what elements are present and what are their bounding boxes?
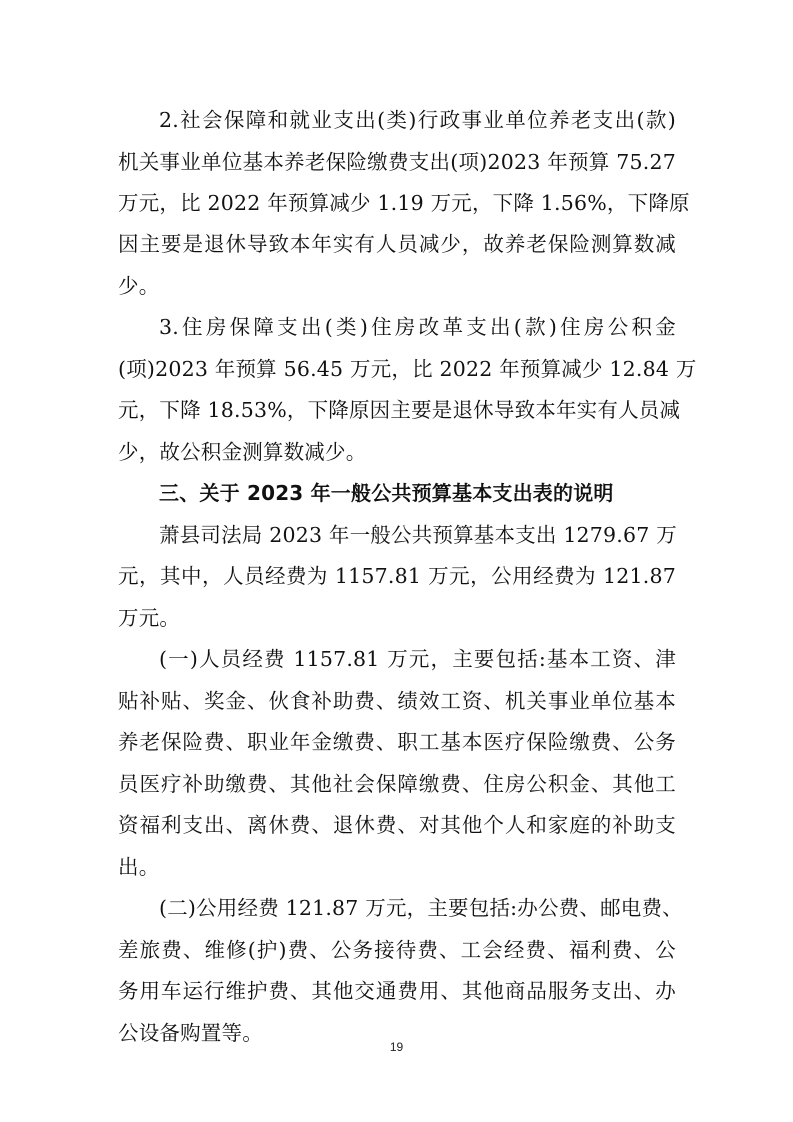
paragraph-line: 元，下降 18.53%，下降原因主要是退休导致本年实有人员减 xyxy=(118,398,681,422)
paragraph-line: 万元，比 2022 年预算减少 1.19 万元，下降 1.56%，下降原 xyxy=(118,191,690,215)
paragraph-line: 机关事业单位基本养老保险缴费支出(项)2023 年预算 75.27 xyxy=(118,150,676,174)
paragraph-line: (一)人员经费 1157.81 万元，主要包括:基本工资、津 xyxy=(159,647,676,671)
section-heading: 三、关于 2023 年一般公共预算基本支出表的说明 xyxy=(159,481,614,505)
paragraph-line: 少，故公积金测算数减少。 xyxy=(118,440,367,464)
paragraph-line: 萧县司法局 2023 年一般公共预算基本支出 1279.67 万 xyxy=(159,523,677,547)
paragraph-line: 3.住房保障支出(类)住房改革支出(款)住房公积金 xyxy=(159,315,676,339)
paragraph-line: 2.社会保障和就业支出(类)行政事业单位养老支出(款) xyxy=(159,108,676,132)
paragraph-line: 元，其中，人员经费为 1157.81 万元，公用经费为 121.87 xyxy=(118,564,676,588)
paragraph-line: 务用车运行维护费、其他交通费用、其他商品服务支出、办 xyxy=(118,979,676,1003)
paragraph-line: 差旅费、维修(护)费、公务接待费、工会经费、福利费、公 xyxy=(118,938,676,962)
paragraph-line: 因主要是退休导致本年实有人员减少，故养老保险测算数减 xyxy=(118,232,676,256)
page-number: 19 xyxy=(389,1040,404,1054)
paragraph-line: (二)公用经费 121.87 万元，主要包括:办公费、邮电费、 xyxy=(159,896,683,920)
paragraph-line: 公设备购置等。 xyxy=(118,1021,263,1045)
paragraph-line: 资福利支出、离休费、退休费、对其他个人和家庭的补助支 xyxy=(118,813,676,837)
paragraph-line: (项)2023 年预算 56.45 万元，比 2022 年预算减少 12.84 万 xyxy=(118,357,697,381)
paragraph-line: 员医疗补助缴费、其他社会保障缴费、住房公积金、其他工 xyxy=(118,772,676,796)
paragraph-line: 出。 xyxy=(118,855,160,879)
paragraph-line: 贴补贴、奖金、伙食补助费、绩效工资、机关事业单位基本 xyxy=(118,689,676,713)
paragraph-line: 万元。 xyxy=(118,606,181,630)
paragraph-line: 养老保险费、职业年金缴费、职工基本医疗保险缴费、公务 xyxy=(118,730,676,754)
paragraph-line: 少。 xyxy=(118,274,160,298)
